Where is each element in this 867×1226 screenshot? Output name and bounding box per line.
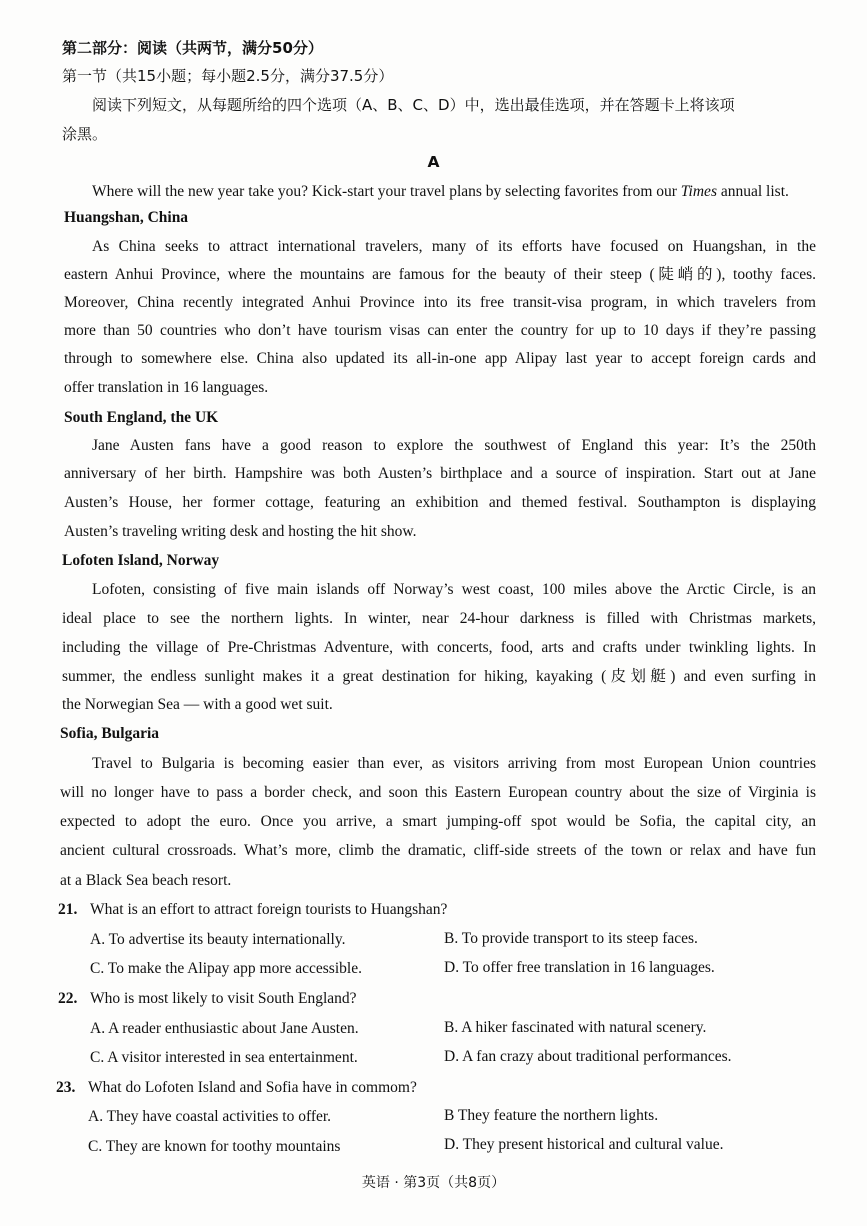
para-line: Austen’s House, her former cottage, featuring an exhibition and themed festival. Southampton is displaying [64, 494, 816, 511]
para-line: As China seeks to attract international travelers, many of its efforts have focused on Huangshan, in the [92, 238, 816, 255]
option-a[interactable]: A. They have coastal activities to offer. [88, 1108, 332, 1125]
section-title: 第一节（共15小题；每小题2.5分，满分37.5分） [62, 67, 394, 85]
para-line: more than 50 countries who don’t have tourism visas can enter the country for up to 10 days if they’re passing [64, 322, 816, 339]
para-line: anniversary of her birth. Hampshire was both Austen’s birthplace and a source of inspiration. Start out at Jane [64, 465, 816, 482]
question-stem: Who is most likely to visit South England? [90, 990, 357, 1007]
section-heading-huangshan: Huangshan, China [64, 209, 189, 226]
section-heading-south-england: South England, the UK [64, 409, 219, 426]
option-d[interactable]: D. A fan crazy about traditional performances. [444, 1048, 732, 1065]
option-c[interactable]: C. They are known for toothy mountains [88, 1138, 341, 1155]
para-line: at a Black Sea beach resort. [60, 872, 232, 889]
question-stem: What is an effort to attract foreign tourists to Huangshan? [90, 901, 448, 918]
option-c[interactable]: C. A visitor interested in sea entertainment. [90, 1049, 358, 1066]
question-number: 23. [56, 1079, 76, 1096]
para-line: Jane Austen fans have a good reason to explore the southwest of England this year: It’s the 250th [92, 437, 816, 454]
section-heading-lofoten: Lofoten Island, Norway [62, 552, 220, 569]
passage-letter: A [427, 153, 440, 171]
option-b[interactable]: B. To provide transport to its steep faces. [444, 930, 698, 947]
part-title: 第二部分：阅读（共两节，满分50分） [62, 39, 323, 57]
intro-text-1: Where will the new year take you? Kick-start your travel plans by selecting favorites from our [92, 183, 681, 200]
para-line: Austen’s traveling writing desk and hosting the hit show. [64, 523, 417, 540]
option-c[interactable]: C. To make the Alipay app more accessible. [90, 960, 362, 977]
question-stem: What do Lofoten Island and Sofia have in commom? [88, 1079, 417, 1096]
para-line: eastern Anhui Province, where the mountains are famous for the beauty of their steep (陡峭的), toothy faces. [64, 266, 816, 283]
section-heading-sofia: Sofia, Bulgaria [60, 725, 160, 742]
instruction-line-2: 涂黑。 [62, 125, 108, 143]
para-line: Moreover, China recently integrated Anhui Province into its free transit-visa program, in which travelers from [64, 294, 816, 311]
option-b[interactable]: B. A hiker fascinated with natural scenery. [444, 1019, 707, 1036]
question-number: 21. [58, 901, 78, 918]
instruction-line-1: 阅读下列短文，从每题所给的四个选项（A、B、C、D）中，选出最佳选项，并在答题卡上将该项 [92, 96, 735, 114]
para-line: will no longer have to pass a border check, and soon this Eastern European country about the size of Virginia is [60, 784, 816, 801]
para-line: offer translation in 16 languages. [64, 379, 269, 396]
intro-text-2: annual list. [716, 183, 789, 200]
para-line: including the village of Pre-Christmas Adventure, with concerts, food, arts and crafts under twinkling lights. In [62, 639, 816, 656]
question-number: 22. [58, 990, 78, 1007]
option-d[interactable]: D. They present historical and cultural value. [444, 1136, 724, 1153]
para-line: through to somewhere else. China also updated its all-in-one app Alipay last year to accept foreign cards and [64, 350, 816, 367]
option-d[interactable]: D. To offer free translation in 16 languages. [444, 959, 715, 976]
para-line: ancient cultural crossroads. What’s more, climb the dramatic, cliff-side streets of the town or relax and have fun [60, 842, 816, 859]
para-line: the Norwegian Sea — with a good wet suit. [62, 696, 333, 713]
page-footer: 英语 · 第3页（共8页） [361, 1175, 506, 1191]
para-line: summer, the endless sunlight makes it a great destination for hiking, kayaking (皮划艇) and even surfing in [62, 668, 816, 685]
para-line: expected to adopt the euro. Once you arrive, a smart jumping-off spot would be Sofia, the capital city, an [60, 813, 816, 830]
option-b[interactable]: B They feature the northern lights. [444, 1107, 659, 1124]
para-line: Lofoten, consisting of five main islands off Norway’s west coast, 100 miles above the Arctic Circle, is an [92, 581, 816, 598]
passage-intro [92, 182, 789, 202]
para-line: Travel to Bulgaria is becoming easier than ever, as visitors arriving from most European Union countries [92, 755, 816, 772]
para-line: ideal place to see the northern lights. In winter, near 24-hour darkness is filled with Christmas markets, [62, 610, 816, 627]
option-a[interactable]: A. To advertise its beauty internationally. [90, 931, 346, 948]
option-a[interactable]: A. A reader enthusiastic about Jane Austen. [90, 1020, 359, 1037]
intro-italic: Times [680, 183, 717, 200]
